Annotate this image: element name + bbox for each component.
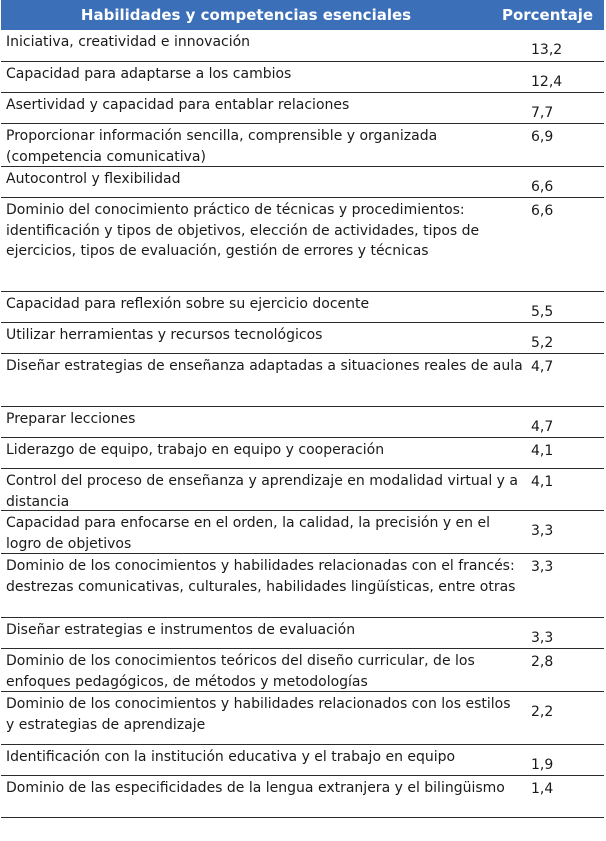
percent-cell <box>527 93 604 123</box>
percent-cell <box>527 124 604 166</box>
skill-cell: Dominio de los conocimientos y habilidades relacionadas con el francés: destrezas comunicativas, culturales, habilidades lingüísticas, entre otras <box>6 558 516 595</box>
header-skill: Habilidades y competencias esenciales <box>80 6 412 24</box>
percent-cell <box>527 649 604 691</box>
skill-cell: Control del proceso de enseñanza y aprendizaje en modalidad virtual y a distancia <box>6 473 518 510</box>
skill-cell: Dominio de los conocimientos y habilidades relacionados con los estilos y estrategias de aprendizaje <box>6 696 511 733</box>
header-percent: Porcentaje <box>501 6 594 24</box>
percent-cell <box>527 438 604 468</box>
skill-cell: Capacidad para reflexión sobre su ejercicio docente <box>6 296 370 312</box>
table-row <box>1 167 604 198</box>
percent-value: 5,2 <box>531 335 554 351</box>
percent-value: 3,3 <box>531 630 554 646</box>
skill-cell: Asertividad y capacidad para entablar relaciones <box>6 97 350 113</box>
table-row <box>1 618 604 649</box>
percent-cell <box>527 776 604 817</box>
percent-cell <box>527 745 604 775</box>
table-row <box>1 93 604 124</box>
table-row <box>1 354 604 407</box>
skill-cell: Iniciativa, creatividad e innovación <box>6 34 251 50</box>
skill-cell: Diseñar estrategias e instrumentos de evaluación <box>6 622 356 638</box>
table-row <box>1 469 604 511</box>
percent-cell <box>527 323 604 353</box>
skill-cell: Diseñar estrategias de enseñanza adaptadas a situaciones reales de aula <box>6 358 523 374</box>
percent-cell <box>527 198 604 291</box>
percent-cell <box>527 30 604 61</box>
percent-value: 6,9 <box>531 129 554 145</box>
table-body <box>1 30 604 818</box>
skill-cell: Preparar lecciones <box>6 411 136 427</box>
percent-cell <box>527 554 604 617</box>
skill-cell: Dominio de las especificidades de la lengua extranjera y el bilingüismo <box>6 780 505 796</box>
skills-table <box>1 0 604 818</box>
percent-value: 4,7 <box>531 419 554 435</box>
percent-value: 1,4 <box>531 781 554 797</box>
percent-value: 7,7 <box>531 105 554 121</box>
percent-value: 4,1 <box>531 474 554 490</box>
table-row <box>1 649 604 692</box>
table-row <box>1 30 604 62</box>
percent-cell <box>527 511 604 553</box>
percent-value: 3,3 <box>531 559 554 575</box>
table-row <box>1 776 604 818</box>
percent-cell <box>527 407 604 437</box>
percent-cell <box>527 618 604 648</box>
skill-cell: Dominio del conocimiento práctico de técnicas y procedimientos: identificación y tipos de objetivos, elección de actividades, tipos de ejercicios, tipos de evaluación, gestión de errores y técnicas <box>6 202 480 259</box>
table-row <box>1 292 604 323</box>
skill-cell: Capacidad para adaptarse a los cambios <box>6 66 292 82</box>
table-row <box>1 124 604 167</box>
skill-cell: Dominio de los conocimientos teóricos del diseño curricular, de los enfoques pedagógicos, de métodos y metodologías <box>6 653 475 690</box>
percent-value: 6,6 <box>531 179 554 195</box>
percent-value: 6,6 <box>531 203 554 219</box>
percent-value: 4,1 <box>531 443 554 459</box>
percent-cell <box>527 354 604 406</box>
table-row <box>1 407 604 438</box>
table-row <box>1 692 604 745</box>
percent-cell <box>527 469 604 510</box>
percent-value: 5,5 <box>531 304 554 320</box>
table-row <box>1 554 604 618</box>
percent-value: 3,3 <box>531 523 554 539</box>
skill-cell: Proporcionar información sencilla, comprensible y organizada (competencia comunicativa) <box>6 128 438 165</box>
percent-cell <box>527 62 604 92</box>
percent-value: 12,4 <box>531 74 563 90</box>
skill-cell: Liderazgo de equipo, trabajo en equipo y cooperación <box>6 442 385 458</box>
percent-cell <box>527 292 604 322</box>
table-row <box>1 62 604 93</box>
percent-cell <box>527 692 604 744</box>
table-row <box>1 511 604 554</box>
table-row <box>1 745 604 776</box>
skill-cell: Autocontrol y flexibilidad <box>6 171 181 187</box>
percent-value: 2,2 <box>531 704 554 720</box>
table-row <box>1 323 604 354</box>
table-header <box>1 0 604 30</box>
table-row <box>1 438 604 469</box>
table-row <box>1 198 604 292</box>
percent-value: 13,2 <box>531 42 563 58</box>
skill-cell: Identificación con la institución educativa y el trabajo en equipo <box>6 749 456 765</box>
percent-cell <box>527 167 604 197</box>
skill-cell: Utilizar herramientas y recursos tecnológicos <box>6 327 323 343</box>
percent-value: 2,8 <box>531 654 554 670</box>
percent-value: 1,9 <box>531 757 554 773</box>
skill-cell: Capacidad para enfocarse en el orden, la calidad, la precisión y en el logro de objetivos <box>6 515 490 552</box>
percent-value: 4,7 <box>531 359 554 375</box>
